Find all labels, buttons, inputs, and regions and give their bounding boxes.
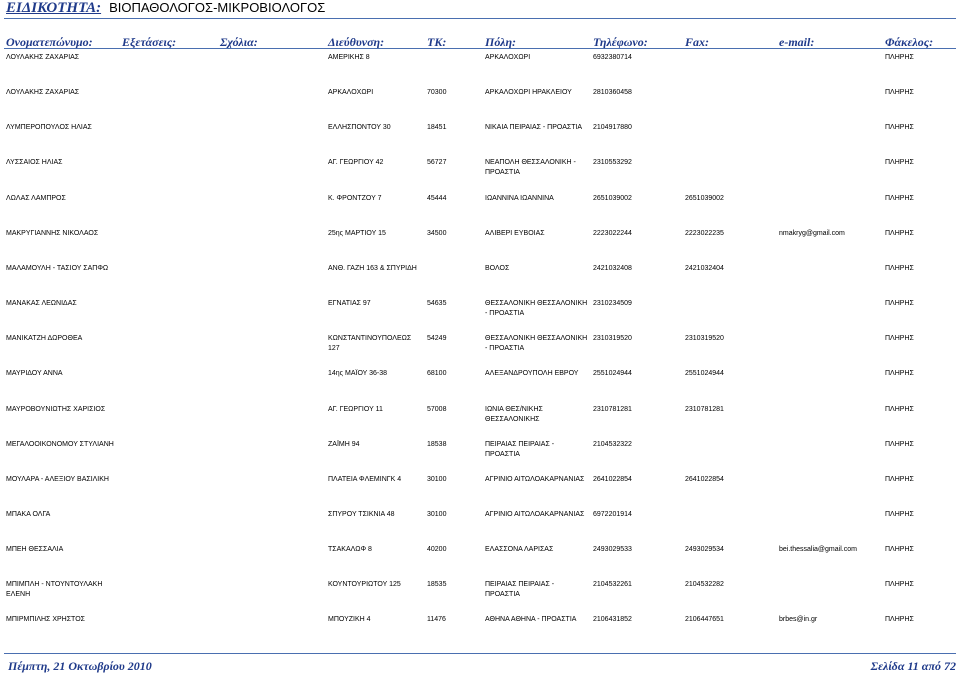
cell-file: ΠΛΗΡΗΣ (885, 159, 914, 167)
cell-city: ΒΟΛΟΣ (485, 264, 510, 272)
cell-tk: 30100 (427, 510, 447, 518)
cell-address: ΕΛΛΗΣΠΟΝΤΟΥ 30 (328, 124, 391, 132)
cell-name: ΛΟΥΛΑΚΗΣ ΖΑΧΑΡΙΑΣ (6, 89, 80, 97)
cell-email: bei.thessalia@gmail.com (779, 546, 857, 554)
cell-city: ΑΘΗΝΑ ΑΘΗΝΑ - ΠΡΟΑΣΤΙΑ (485, 616, 577, 624)
cell-name: ΛΥΜΠΕΡΟΠΟΥΛΟΣ ΗΛΙΑΣ (6, 124, 92, 132)
table-row (0, 615, 960, 645)
cell-file: ΠΛΗΡΗΣ (885, 616, 914, 624)
cell-name: ΜΠΙΜΠΛΗ - ΝΤΟΥΝΤΟΥΛΑΚΗ ΕΛΕΝΗ (6, 581, 103, 599)
cell-tk: 18535 (427, 581, 447, 589)
cell-city: ΝΕΑΠΟΛΗ ΘΕΣΣΑΛΟΝΙΚΗ - ΠΡΟΑΣΤΙΑ (485, 159, 576, 177)
table-row (0, 123, 960, 153)
cell-address: ΤΣΑΚΑΛΩΦ 8 (328, 546, 372, 554)
cell-file: ΠΛΗΡΗΣ (885, 124, 914, 132)
column-header-school: Σχόλια: (220, 35, 258, 49)
column-header-fax: Fax: (685, 35, 709, 49)
cell-phone: 2104917880 (593, 124, 632, 132)
cell-name: ΛΥΣΣΑΙΟΣ ΗΛΙΑΣ (6, 159, 63, 167)
cell-city: ΑΓΡΙΝΙΟ ΑΙΤΩΛΟΑΚΑΡΝΑΝΙΑΣ (485, 475, 585, 483)
cell-file: ΠΛΗΡΗΣ (885, 581, 914, 589)
cell-phone: 2421032408 (593, 264, 632, 272)
cell-file: ΠΛΗΡΗΣ (885, 54, 914, 61)
cell-phone: 2651039002 (593, 194, 632, 202)
specialty-header (6, 0, 325, 16)
cell-tk: 30100 (427, 475, 447, 483)
cell-city: ΑΡΚΑΛΟΧΩΡΙ (485, 54, 531, 61)
cell-file: ΠΛΗΡΗΣ (885, 475, 914, 483)
header-divider (4, 48, 956, 49)
cell-address: ΑΝΘ. ΓΑΖΗ 163 & ΣΠΥΡΙΔΗ (328, 264, 417, 272)
cell-phone: 2493029533 (593, 546, 632, 554)
footer-date: Πέμπτη, 21 Οκτωβρίου 2010 (8, 659, 152, 673)
cell-tk: 68100 (427, 370, 447, 378)
cell-city: ΘΕΣΣΑΛΟΝΙΚΗ ΘΕΣΣΑΛΟΝΙΚΗ - ΠΡΟΑΣΤΙΑ (485, 300, 588, 318)
cell-address: ΑΡΚΑΛΟΧΩΡΙ (328, 89, 374, 97)
table-row (0, 369, 960, 399)
cell-file: ΠΛΗΡΗΣ (885, 264, 914, 272)
cell-phone: 2310319520 (593, 335, 632, 343)
column-header-phone: Τηλέφωνο: (593, 35, 648, 49)
cell-name: ΜΑΥΡΙΔΟΥ ΑΝΝΑ (6, 370, 63, 378)
cell-file: ΠΛΗΡΗΣ (885, 300, 914, 308)
cell-phone: 6932380714 (593, 54, 632, 61)
cell-name: ΜΠΙΡΜΠΙΛΗΣ ΧΡΗΣΤΟΣ (6, 616, 85, 624)
cell-fax: 2551024944 (685, 370, 724, 378)
cell-file: ΠΛΗΡΗΣ (885, 89, 914, 97)
cell-address: 25ης ΜΑΡΤΙΟΥ 15 (328, 229, 386, 237)
cell-name: ΜΕΓΑΛΟΟΙΚΟΝΟΜΟΥ ΣΤΥΛΙΑΝΗ (6, 440, 114, 448)
table-row (0, 264, 960, 294)
cell-file: ΠΛΗΡΗΣ (885, 546, 914, 554)
cell-address: ΖΑΪΜΗ 94 (328, 440, 360, 448)
cell-tk: 56727 (427, 159, 447, 167)
cell-fax: 2310319520 (685, 335, 724, 343)
cell-tk: 45444 (427, 194, 447, 202)
cell-city: ΑΓΡΙΝΙΟ ΑΙΤΩΛΟΑΚΑΡΝΑΝΙΑΣ (485, 510, 585, 518)
cell-address: ΚΩΝΣΤΑΝΤΙΝΟΥΠΟΛΕΩΣ 127 (328, 335, 412, 353)
column-header-row (0, 35, 960, 49)
top-divider (4, 18, 956, 19)
cell-phone: 2106431852 (593, 616, 632, 624)
cell-tk: 70300 (427, 89, 447, 97)
cell-city: ΑΡΚΑΛΟΧΩΡΙ ΗΡΑΚΛΕΙΟΥ (485, 89, 572, 97)
cell-city: ΙΩΝΙΑ ΘΕΣ/ΝΙΚΗΣ ΘΕΣΣΑΛΟΝΙΚΗΣ (485, 405, 543, 423)
table-row (0, 229, 960, 259)
cell-address: ΑΓ. ΓΕΩΡΓΙΟΥ 11 (328, 405, 383, 413)
cell-tk: 34500 (427, 229, 447, 237)
cell-phone: 2310234509 (593, 300, 632, 308)
cell-city: ΠΕΙΡΑΙΑΣ ΠΕΙΡΑΙΑΣ - ΠΡΟΑΣΤΙΑ (485, 440, 555, 458)
cell-tk: 54635 (427, 300, 447, 308)
cell-name: ΜΑΝΑΚΑΣ ΛΕΩΝΙΔΑΣ (6, 300, 77, 308)
cell-file: ΠΛΗΡΗΣ (885, 194, 914, 202)
table-row (0, 158, 960, 188)
cell-name: ΜΠΕΗ ΘΕΣΣΑΛΙΑ (6, 546, 64, 554)
cell-file: ΠΛΗΡΗΣ (885, 335, 914, 343)
cell-address: ΑΓ. ΓΕΩΡΓΙΟΥ 42 (328, 159, 384, 167)
cell-tk: 11476 (427, 616, 446, 624)
cell-fax: 2310781281 (685, 405, 724, 413)
cell-name: ΜΑΛΑΜΟΥΛΗ - ΤΑΣΙΟΥ ΣΑΠΦΩ (6, 264, 109, 272)
column-header-tk: ΤΚ: (427, 35, 447, 49)
cell-fax: 2106447651 (685, 616, 724, 624)
column-header-exams: Εξετάσεις: (122, 35, 177, 49)
cell-city: ΘΕΣΣΑΛΟΝΙΚΗ ΘΕΣΣΑΛΟΝΙΚΗ - ΠΡΟΑΣΤΙΑ (485, 335, 588, 353)
table-row (0, 88, 960, 118)
cell-phone: 2104532322 (593, 440, 632, 448)
cell-address: ΜΠΟΥΖΙΚΗ 4 (328, 616, 371, 624)
cell-address: ΚΟΥΝΤΟΥΡΙΩΤΟΥ 125 (328, 581, 401, 589)
column-header-address: Διεύθυνση: (328, 35, 385, 49)
cell-phone: 2551024944 (593, 370, 632, 378)
cell-fax: 2223022235 (685, 229, 724, 237)
cell-phone: 2104532261 (593, 581, 632, 589)
table-row (0, 405, 960, 435)
footer-page-number: Σελίδα 11 από 72 (870, 659, 956, 673)
cell-name: ΛΩΛΑΣ ΛΑΜΠΡΟΣ (6, 194, 66, 202)
cell-phone: 2641022854 (593, 475, 632, 483)
table-row (0, 53, 960, 83)
cell-file: ΠΛΗΡΗΣ (885, 405, 914, 413)
cell-name: ΜΑΥΡΟΒΟΥΝΙΩΤΗΣ ΧΑΡΙΣΙΟΣ (6, 405, 106, 413)
cell-file: ΠΛΗΡΗΣ (885, 229, 914, 237)
cell-phone: 2310781281 (593, 405, 632, 413)
cell-phone: 6972201914 (593, 510, 632, 518)
cell-name: ΜΠΑΚΑ ΟΛΓΑ (6, 510, 51, 518)
table-row (0, 475, 960, 505)
specialty-value: ΒΙΟΠΑΘΟΛΟΓΟΣ-ΜΙΚΡΟΒΙΟΛΟΓΟΣ (109, 0, 326, 15)
cell-address: ΣΠΥΡΟΥ ΤΣΙΚΝΙΑ 48 (328, 510, 395, 518)
column-header-name: Ονοματεπώνυμο: (6, 35, 93, 49)
table-row (0, 510, 960, 540)
cell-file: ΠΛΗΡΗΣ (885, 370, 914, 378)
cell-fax: 2641022854 (685, 475, 724, 483)
cell-tk: 40200 (427, 546, 447, 554)
cell-fax: 2651039002 (685, 194, 724, 202)
column-header-city: Πόλη: (485, 35, 517, 49)
cell-fax: 2493029534 (685, 546, 724, 554)
cell-address: Κ. ΦΡΟΝΤΖΟΥ 7 (328, 194, 382, 202)
cell-name: ΜΟΥΛΑΡΑ - ΑΛΕΞΙΟΥ ΒΑΣΙΛΙΚΗ (6, 475, 109, 483)
table-row (0, 334, 960, 364)
cell-phone: 2810360458 (593, 89, 632, 97)
cell-address: 14ης ΜΑΪΟΥ 36-38 (328, 370, 388, 378)
cell-tk: 54249 (427, 335, 447, 343)
cell-city: ΠΕΙΡΑΙΑΣ ΠΕΙΡΑΙΑΣ - ΠΡΟΑΣΤΙΑ (485, 581, 555, 599)
cell-address: ΑΜΕΡΙΚΗΣ 8 (328, 54, 370, 61)
cell-address: ΠΛΑΤΕΙΑ ΦΛΕΜΙΝΓΚ 4 (328, 475, 402, 483)
column-header-file: Φάκελος: (885, 35, 934, 49)
cell-city: ΑΛΙΒΕΡΙ ΕΥΒΟΙΑΣ (485, 229, 545, 237)
cell-address: ΕΓΝΑΤΙΑΣ 97 (328, 300, 371, 308)
cell-fax: 2421032404 (685, 264, 724, 272)
table-row (0, 580, 960, 610)
table-row (0, 194, 960, 224)
cell-email: brbes@in.gr (779, 616, 818, 624)
cell-name: ΜΑΝΙΚΑΤΖΗ ΔΩΡΟΘΕΑ (6, 335, 83, 343)
cell-file: ΠΛΗΡΗΣ (885, 440, 914, 448)
table-row (0, 545, 960, 575)
cell-fax: 2104532282 (685, 581, 724, 589)
cell-file: ΠΛΗΡΗΣ (885, 510, 914, 518)
cell-city: ΕΛΑΣΣΟΝΑ ΛΑΡΙΣΑΣ (485, 546, 554, 554)
table-row (0, 440, 960, 470)
cell-city: ΝΙΚΑΙΑ ΠΕΙΡΑΙΑΣ - ΠΡΟΑΣΤΙΑ (485, 124, 583, 132)
specialty-label: ΕΙΔΙΚΟΤΗΤΑ: (6, 0, 102, 16)
cell-tk: 18538 (427, 440, 447, 448)
cell-phone: 2310553292 (593, 159, 632, 167)
cell-city: ΙΩΑΝΝΙΝΑ ΙΩΑΝΝΙΝΑ (485, 194, 554, 202)
cell-tk: 57008 (427, 405, 447, 413)
cell-tk: 18451 (427, 124, 447, 132)
cell-phone: 2223022244 (593, 229, 632, 237)
footer-divider (4, 653, 956, 654)
cell-city: ΑΛΕΞΑΝΔΡΟΥΠΟΛΗ ΕΒΡΟΥ (485, 370, 579, 378)
cell-name: ΜΑΚΡΥΓΙΑΝΝΗΣ ΝΙΚΟΛΑΟΣ (6, 229, 99, 237)
column-header-email: e-mail: (779, 35, 815, 49)
table-row (0, 299, 960, 329)
cell-email: nmakryg@gmail.com (779, 229, 845, 237)
cell-name: ΛΟΥΛΑΚΗΣ ΖΑΧΑΡΙΑΣ (6, 54, 80, 61)
